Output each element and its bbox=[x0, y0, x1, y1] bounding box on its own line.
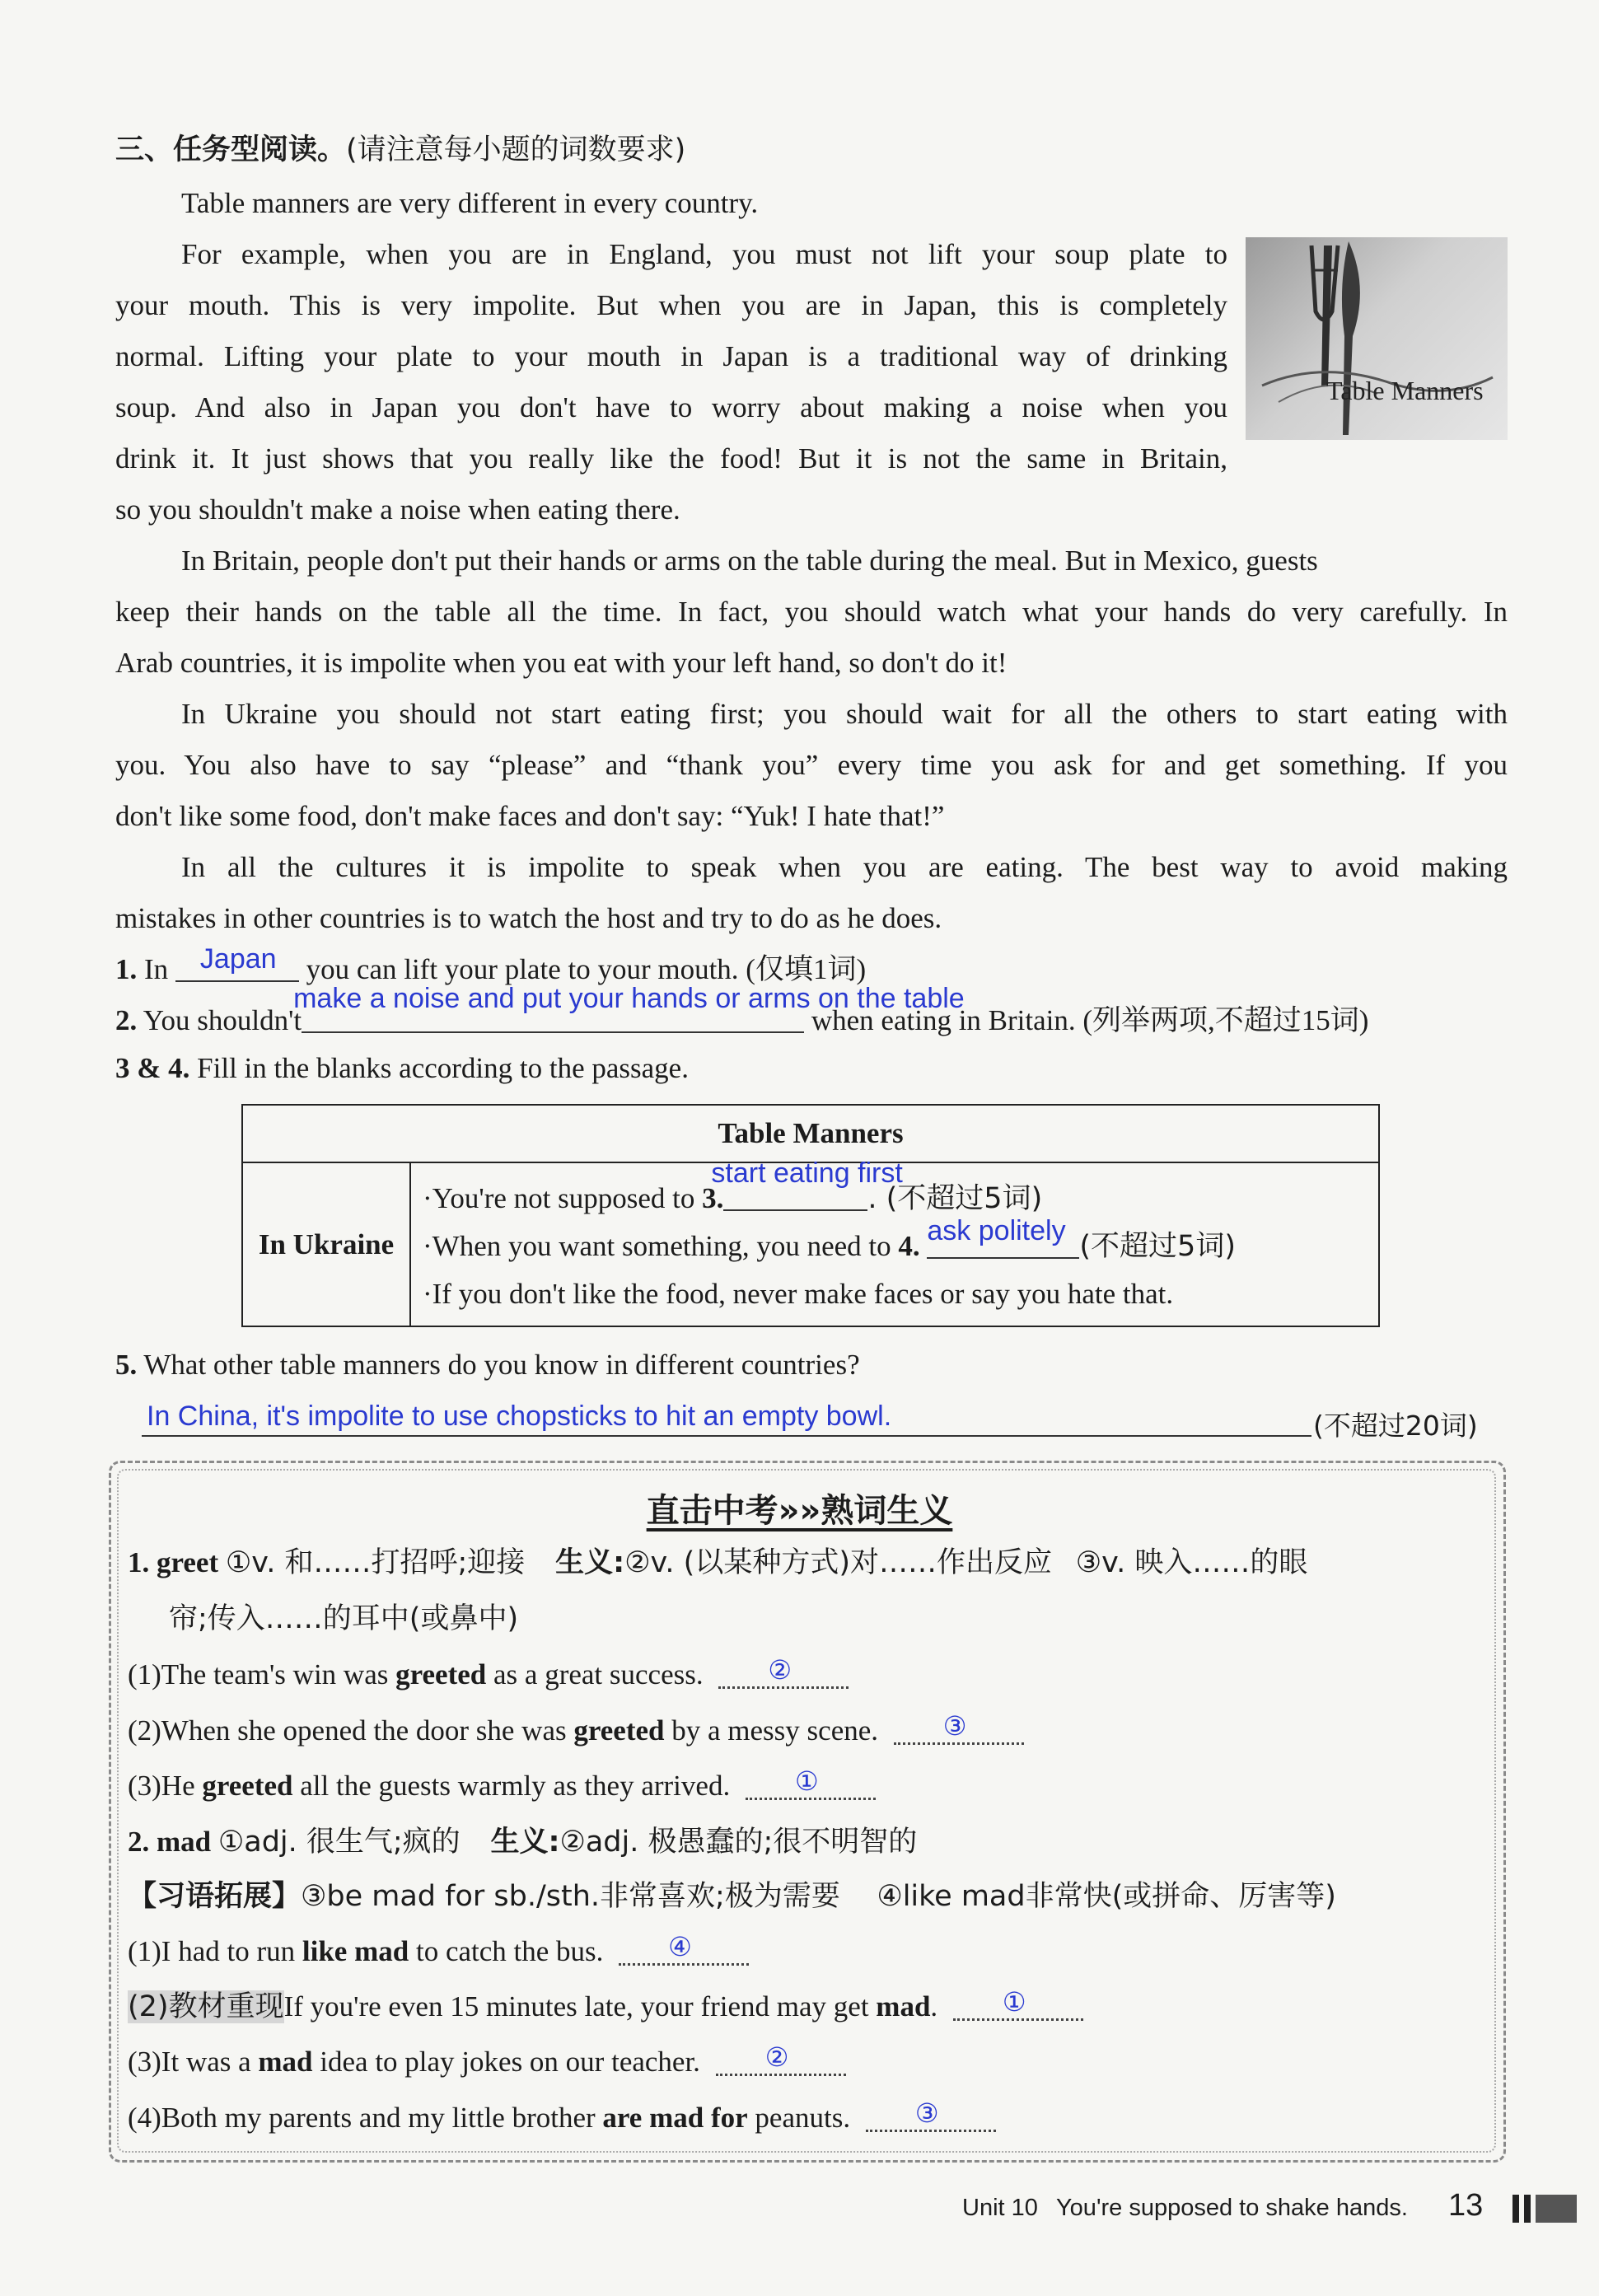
greet-word: greet bbox=[157, 1546, 219, 1578]
g-s3-post: all the guests warmly as they arrived. bbox=[300, 1770, 731, 1802]
idiom-text: ③be mad for sb./sth.非常喜欢;极为需要 ④like mad非常快(或拼命、厉害等) bbox=[301, 1880, 1336, 1913]
m-s1-pre: (1)I had to run bbox=[128, 1935, 296, 1967]
table-manners-image bbox=[1246, 237, 1508, 440]
passage-line: soup. And also in Japan you don't have to worry about making a noise when you bbox=[115, 391, 1227, 423]
m-s4-bold: are mad for bbox=[602, 2102, 748, 2134]
q2-answer-field[interactable] bbox=[293, 983, 965, 1033]
mad-sentence-2 bbox=[128, 1986, 1520, 2025]
m-s3-bold: mad bbox=[258, 2046, 313, 2078]
t-b1-pre: ·You're not supposed to bbox=[423, 1182, 695, 1214]
passage-line: In Britain, people don't put their hands or arms on the table during the meal. But in Mexico, guests bbox=[181, 545, 1318, 577]
image-caption: Table Manners bbox=[1326, 376, 1484, 405]
q2-suffix: when eating in Britain. (列举两项,不超过15词) bbox=[811, 1004, 1369, 1036]
g-s1-post: as a great success. bbox=[493, 1658, 704, 1690]
t-b2-pre: ·When you want something, you need to bbox=[423, 1230, 891, 1262]
passage-line: keep their hands on the table all the time. In fact, you should watch what your hands do very carefully. In bbox=[115, 596, 1508, 628]
mad-def-1: ①adj. 很生气;疯的 bbox=[217, 1826, 461, 1859]
table-row-label: In Ukraine bbox=[242, 1162, 410, 1326]
g-s3-pre: (3)He bbox=[128, 1770, 195, 1802]
q5-number: 5. bbox=[115, 1349, 138, 1381]
passage-line: In Ukraine you should not start eating first; you should wait for all the others to start eating with bbox=[181, 698, 1508, 730]
q1-answer: Japan bbox=[199, 943, 277, 975]
passage-line: drink it. It just shows that you really like the food! But it is not the same in Britain, bbox=[115, 442, 1227, 475]
footer-subtitle: You're supposed to shake hands. bbox=[1056, 2195, 1408, 2221]
passage-line: For example, when you are in England, you must not lift your soup plate to bbox=[181, 238, 1227, 270]
passage-line: your mouth. This is very impolite. But when you are in Japan, this is completely bbox=[115, 289, 1227, 321]
table-bullet-1 bbox=[423, 1157, 1367, 1223]
q3-answer: start eating first bbox=[711, 1157, 903, 1189]
m-s4-answer-field[interactable] bbox=[866, 2097, 996, 2132]
q3-answer-field[interactable] bbox=[711, 1157, 903, 1211]
m-s4-pre: (4)Both my parents and my little brother bbox=[128, 2102, 596, 2134]
m-s4-post: peanuts. bbox=[755, 2102, 851, 2134]
passage-p1: Table manners are very different in every country. bbox=[181, 187, 759, 219]
m-s1-bold: like mad bbox=[302, 1935, 409, 1967]
m-s3-post: idea to play jokes on our teacher. bbox=[320, 2046, 700, 2078]
m-s2-answer-field[interactable] bbox=[953, 1986, 1083, 2021]
question-2 bbox=[115, 983, 1508, 1039]
passage-line: In all the cultures it is impolite to speak when you are eating. The best way to avoid making bbox=[181, 851, 1508, 883]
question-3-4 bbox=[115, 1050, 1508, 1087]
q1-number: 1. bbox=[115, 953, 138, 985]
g-s3-bold: greeted bbox=[202, 1770, 293, 1802]
idiom-label: 【习语拓展】 bbox=[128, 1880, 302, 1913]
mad-idioms bbox=[128, 1878, 1520, 1915]
q2-answer: make a noise and put your hands or arms on the table bbox=[293, 983, 965, 1014]
q1-prefix: In bbox=[144, 953, 169, 985]
passage-line: normal. Lifting your plate to your mouth in Japan is a traditional way of drinking bbox=[115, 340, 1227, 372]
g-s1-answer-field[interactable] bbox=[718, 1654, 849, 1689]
page-number: 13 bbox=[1448, 2188, 1484, 2223]
g-s2-answer: ③ bbox=[942, 1710, 967, 1742]
g-s1-answer: ② bbox=[768, 1654, 792, 1686]
m-s2-bold: mad bbox=[876, 1990, 931, 2022]
mad-sentence-4 bbox=[128, 2097, 1520, 2136]
table-manners-table bbox=[241, 1104, 1380, 1327]
passage-line: mistakes in other countries is to watch the host and try to do as he does. bbox=[115, 902, 942, 934]
q5-answer-line[interactable] bbox=[142, 1402, 1311, 1437]
page-tab-marker bbox=[1524, 2195, 1531, 2223]
table-bullets bbox=[410, 1157, 1379, 1326]
section-note: (请注意每小题的词数要求) bbox=[346, 133, 686, 166]
greet-def-1: ①v. 和……打招呼;迎接 bbox=[225, 1546, 526, 1579]
passage-line: so you shouldn't make a noise when eating there. bbox=[115, 493, 680, 526]
greet-def-3-cont: 帘;传入……的耳中(或鼻中) bbox=[169, 1602, 519, 1635]
section-title bbox=[115, 132, 1508, 168]
fork-knife-icon bbox=[1246, 237, 1508, 440]
m-s2-answer: ① bbox=[1002, 1986, 1026, 2018]
mad-sentence-1 bbox=[128, 1931, 1520, 1970]
q2-prefix: You shouldn't bbox=[143, 1004, 302, 1036]
q34-text: Fill in the blanks according to the passage. bbox=[197, 1052, 689, 1084]
mad-sentence-3 bbox=[128, 2041, 1520, 2080]
g-s1-pre: (1)The team's win was bbox=[128, 1658, 389, 1690]
textbook-tag: (2)教材重现 bbox=[128, 1990, 284, 2023]
m-s2-pre: If you're even 15 minutes late, your friend may get bbox=[283, 1990, 869, 2022]
q5-limit: (不超过20词) bbox=[1313, 1410, 1478, 1442]
m-s1-answer: ④ bbox=[668, 1931, 692, 1962]
g-s2-pre: (2)When she opened the door she was bbox=[128, 1714, 567, 1747]
q5-answer: In China, it's impolite to use chopsticks to hit an empty bowl. bbox=[147, 1401, 892, 1432]
m-s3-answer-field[interactable] bbox=[716, 2041, 846, 2076]
g-s2-answer-field[interactable] bbox=[894, 1710, 1024, 1745]
mad-entry bbox=[128, 1824, 1520, 1860]
t-b2-post: (不超过5词) bbox=[1079, 1230, 1236, 1263]
table-bullet-3: ·If you don't like the food, never make faces or say you hate that. bbox=[423, 1278, 1174, 1310]
mad-number: 2. bbox=[128, 1826, 150, 1858]
g-s2-post: by a messy scene. bbox=[671, 1714, 879, 1747]
passage-line: Arab countries, it is impolite when you eat with your left hand, so don't do it! bbox=[115, 647, 1008, 679]
greet-sentence-1 bbox=[128, 1654, 1520, 1693]
question-5 bbox=[115, 1347, 1508, 1383]
g-s3-answer: ① bbox=[794, 1765, 819, 1797]
page-tab-block bbox=[1536, 2195, 1577, 2223]
greet-sentence-2 bbox=[128, 1710, 1520, 1749]
page-tab-marker bbox=[1513, 2195, 1519, 2223]
m-s1-post: to catch the bus. bbox=[415, 1935, 604, 1967]
mad-new-label: 生义: bbox=[490, 1826, 560, 1859]
mad-def-2: ②adj. 极愚蠢的;很不明智的 bbox=[559, 1826, 918, 1859]
greet-new-label: 生义: bbox=[555, 1546, 625, 1579]
t-b1-post: . (不超过5词) bbox=[867, 1182, 1043, 1215]
m-s2-post: . bbox=[930, 1990, 938, 2022]
g-s1-bold: greeted bbox=[395, 1658, 487, 1690]
m-s4-answer: ③ bbox=[914, 2097, 939, 2129]
greet-def-2: ②v. (以某种方式)对……作出反应 bbox=[624, 1546, 1052, 1579]
greet-sentence-3 bbox=[128, 1765, 1520, 1804]
mad-word: mad bbox=[157, 1826, 212, 1858]
q34-number: 3 & 4. bbox=[115, 1052, 190, 1084]
q2-number: 2. bbox=[115, 1004, 138, 1036]
m-s1-answer-field[interactable] bbox=[619, 1931, 749, 1966]
m-s3-answer: ② bbox=[764, 2041, 789, 2073]
t-b2-num: 4. bbox=[898, 1230, 920, 1262]
m-s3-pre: (3)It was a bbox=[128, 2046, 251, 2078]
passage-line: don't like some food, don't make faces and don't say: “Yuk! I hate that!” bbox=[115, 800, 945, 832]
q4-answer: ask politely bbox=[927, 1215, 1066, 1246]
section-heading: 三、任务型阅读。 bbox=[115, 133, 347, 166]
q1-answer-field[interactable] bbox=[175, 943, 299, 982]
q4-answer-field[interactable] bbox=[927, 1215, 1079, 1259]
t-b1-num: 3. bbox=[702, 1182, 724, 1214]
footer-unit: Unit 10 bbox=[962, 2195, 1038, 2221]
table-title: Table Manners bbox=[242, 1105, 1379, 1162]
g-s2-bold: greeted bbox=[573, 1714, 665, 1747]
vocab-title: 直击中考»»熟词生义 bbox=[646, 1492, 953, 1530]
g-s3-answer-field[interactable] bbox=[746, 1765, 876, 1800]
greet-number: 1. bbox=[128, 1546, 150, 1578]
greet-entry bbox=[128, 1545, 1495, 1581]
table-bullet-2 bbox=[423, 1215, 1367, 1270]
q5-text: What other table manners do you know in different countries? bbox=[143, 1349, 860, 1381]
q1-suffix: you can lift your plate to your mouth. (仅填1词) bbox=[306, 953, 867, 985]
greet-def-3: ③v. 映入……的眼 bbox=[1075, 1546, 1308, 1579]
passage-line: you. You also have to say “please” and “thank you” every time you ask for and get something. If you bbox=[115, 749, 1508, 781]
